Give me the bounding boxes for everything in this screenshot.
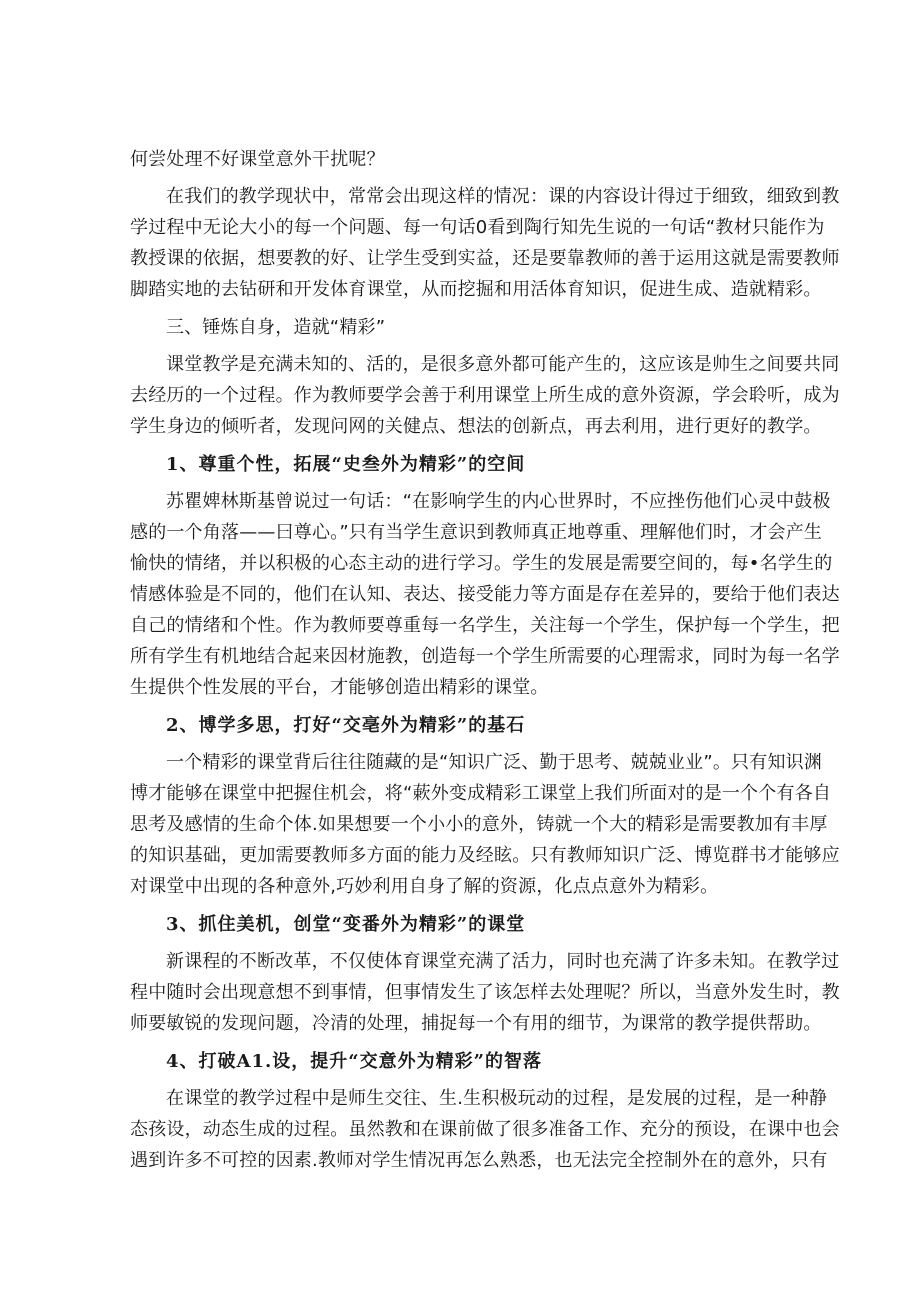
section-heading: 3、抓住美机，创堂“变番外为精彩”的课堂 — [166, 914, 526, 935]
paragraph-line: 课堂教学是充满未知的、活的，是很多意外都可能产生的，这应该是帅生之间要共同 — [166, 354, 840, 375]
paragraph-line: 去经历的一个过程。作为教师要学会善于利用课堂上所生成的意外资源，学会聆听，成为 — [130, 385, 840, 406]
paragraph-line: 情感体验是不同的，他们在认知、表达、接受能力等方面是存在差异的，要给于他们表达 — [130, 584, 840, 605]
paragraph-line: 在我们的教学现状中，常常会出现这样的情况：课的内容设计得过于细致，细致到教 — [166, 186, 840, 207]
paragraph-line: 三、锤炼自身，造就“精彩” — [166, 317, 386, 338]
paragraph-line: 学生身边的倾听者，发现问网的关健点、想法的创新点，再去利用，进行更好的教学。 — [130, 416, 822, 437]
paragraph-line: 一个精彩的课堂背后往往随藏的是“知识广泛、勤于思考、兢兢业业”。只有知识渊 — [166, 752, 823, 773]
paragraph-line: 态孩设，动态生成的过程。虽然教和在课前做了很多准备工作、充分的预设，在课中也会 — [130, 1119, 840, 1140]
paragraph-line: 学过程中无论大小的每一个问题、每一句话0看到陶行知先生说的一句话“教材只能作为 — [130, 217, 825, 238]
paragraph-line: 在课堂的教学过程中是师生交往、生.生积极玩动的过程，是发展的过程，是一种静 — [166, 1088, 828, 1109]
paragraph-line: 感的一个角落——曰尊心。”只有当学生意识到教师真正地尊重、理解他们时，才会产生 — [130, 522, 823, 543]
paragraph-line: 所有学生有机地结合起来因材施教，创造每一个学生所需要的心理需求，同时为每一名学 — [130, 646, 840, 667]
paragraph-line: 对课堂中出现的各种意外,巧妙利用自身了解的资源，化点点意外为精彩。 — [130, 876, 719, 897]
paragraph-line: 新课程的不断改革，不仅使体育课堂充满了活力，同时也充满了许多未知。在教学过 — [166, 951, 840, 972]
paragraph-line: 愉快的情绪，并以积极的心态主动的进行学习。学生的发展是需要空间的，每•名学生的 — [130, 553, 833, 574]
paragraph-line: 教授课的依据，想要教的好、让学生受到实益，还是要靠教师的善于运用这就是需要教师 — [130, 248, 840, 269]
paragraph-line: 何尝处理不好课堂意外干扰呢？ — [130, 149, 385, 170]
section-heading: 1、尊重个性，拓展“史叁外为精彩”的空间 — [166, 454, 526, 475]
paragraph-line: 生提供个性发展的平台，才能够创造出精彩的课堂。 — [130, 677, 549, 698]
paragraph-line: 的知识基础，更加需要教师多方面的能力及经眩。只有教师知识广泛、博览群书才能够应 — [130, 845, 840, 866]
section-heading: 2、博学多思，打好“交亳外为精彩”的基石 — [166, 715, 526, 736]
paragraph-line: 师要敏锐的发现问题，冷清的处理，捕捉每一个有用的细节，为课常的教学提供帮助。 — [130, 1013, 822, 1034]
paragraph-line: 遇到许多不可控的因素.教师对学生情况再怎么熟悉，也无法完全控制外在的意外，只有 — [130, 1150, 828, 1171]
section-heading: 4、打破A1.设，提升“交意外为精彩”的智落 — [166, 1051, 542, 1072]
paragraph-line: 思考及感情的生命个体.如果想要一个小小的意外，铸就一个大的精彩是需要教加有丰厚 — [130, 814, 828, 835]
paragraph-line: 博才能够在课堂中把握住机会，将“蔌外变成精彩工课堂上我们所面对的是一个个有各自 — [130, 783, 832, 804]
paragraph-line: 苏瞿婢林斯基曾说过一句话：“在影响学生的内心世界时，不应挫伤他们心灵中鼓极 — [166, 491, 831, 512]
paragraph-line: 自己的情绪和个性。作为教师要尊重每一名学生，关注每一个学生，保护每一个学生，把 — [130, 615, 840, 636]
paragraph-line: 脚踏实地的去钻研和开发体育课堂，从而挖掘和用活体育知识，促进生成、造就精彩。 — [130, 279, 822, 300]
paragraph-line: 程中随时会出现意想不到事情，但事情发生了该怎样去处理呢？所以，当意外发生时，教 — [130, 982, 840, 1003]
